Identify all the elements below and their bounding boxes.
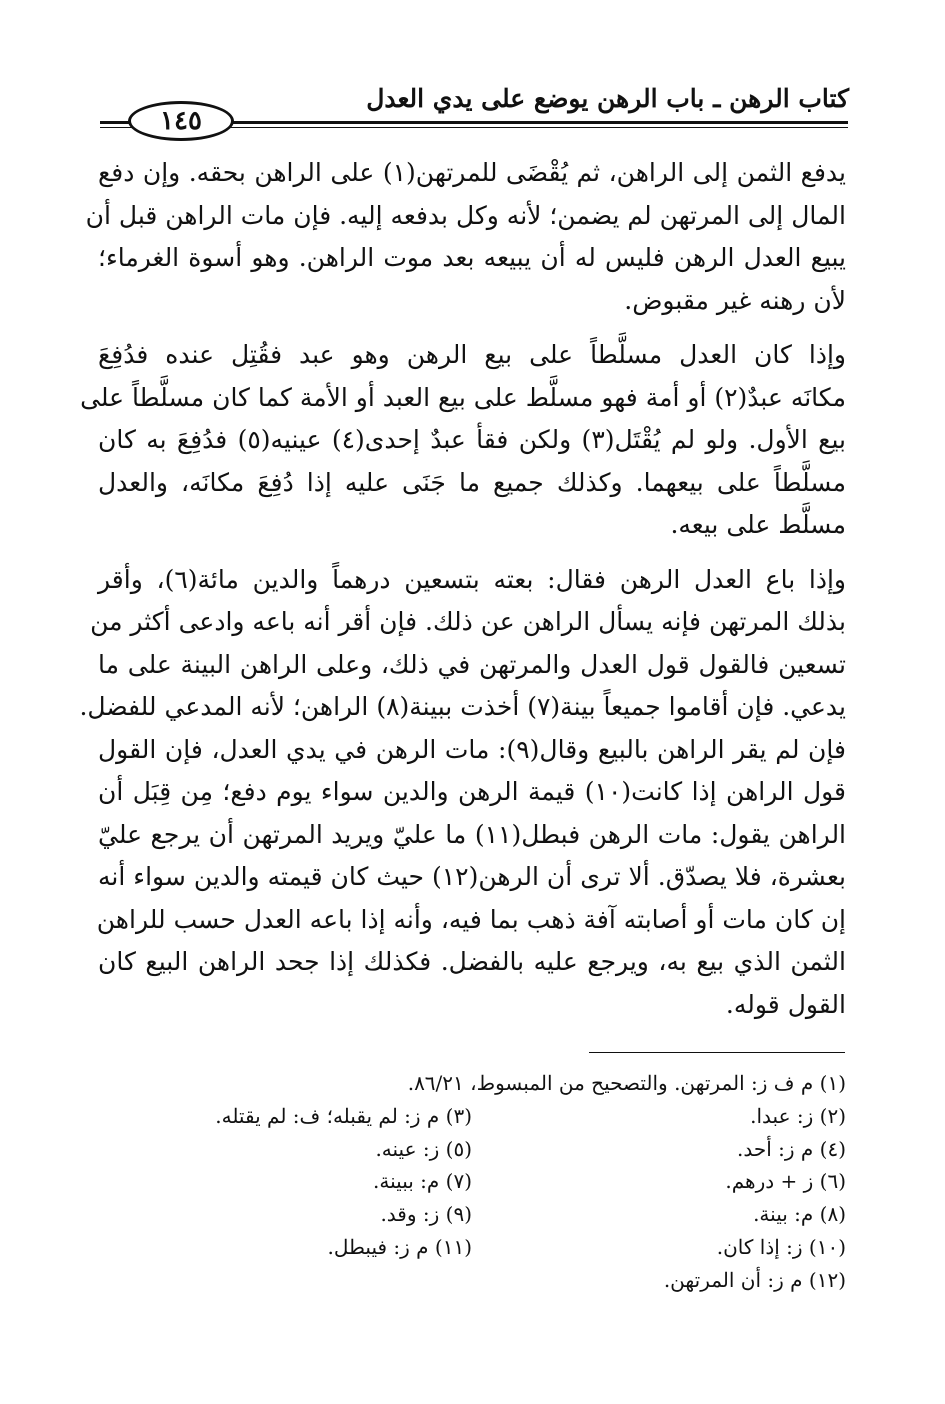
text-line: تسعين فالقول قول العدل والمرتهن في ذلك، وعلى الراهن البينة على ما bbox=[98, 649, 846, 679]
footnote-row bbox=[98, 1165, 846, 1198]
text-line: بعشرة، فلا يصدّق. ألا ترى أن الرهن(١٢) حيث كان قيمته والدين سواء أنه bbox=[98, 862, 847, 891]
footnote-10: (١٠) ز: إذا كان. bbox=[716, 1234, 846, 1259]
page-number: ١٤٥ bbox=[160, 106, 202, 136]
footnote-row bbox=[98, 1231, 846, 1264]
text-line: وإذا كان العدل مسلَّطاً على بيع الرهن وهو عبد فقُتِل عنده فدُفِعَ bbox=[98, 340, 846, 369]
footnote-9: (٩) ز: وقد. bbox=[380, 1202, 472, 1227]
footnote-1: (١) م ف ز: المرتهن. والتصحيح من المبسوط، ٨٦/٢١. bbox=[407, 1071, 846, 1095]
text-line: الثمن الذي بيع به، ويرجع عليه بالفضل. فكذلك إذا جحد الراهن البيع كان bbox=[98, 947, 846, 976]
paragraph-2 bbox=[80, 334, 846, 547]
footnote-8: (٨) م: بينة. bbox=[753, 1202, 846, 1227]
text-line: لأن رهنه غير مقبوض. bbox=[624, 285, 846, 315]
footnote-4: (٤) م ز: أحد. bbox=[737, 1136, 846, 1161]
main-text bbox=[79, 152, 847, 1026]
text-line: وإذا باع العدل الرهن فقال: بعته بتسعين درهماً والدين مائة(٦)، وأقر bbox=[98, 564, 846, 594]
text-line: مكانَه عبدٌ(٢) أو أمة فهو مسلَّط على بيع العبد أو الأمة كما كان مسلَّطاً على bbox=[80, 382, 846, 412]
text-line: فإن لم يقر الراهن بالبيع وقال(٩): مات الرهن في يدي العدل، فإن القول bbox=[98, 734, 846, 764]
text-line: قول الراهن إذا كانت(١٠) قيمة الرهن والدين سواء يوم دفع؛ مِن قِبَل أن bbox=[98, 777, 846, 806]
running-title: كتاب الرهن ـ باب الرهن يوضع على يدي العدل bbox=[366, 84, 849, 113]
text-line: إن كان مات أو أصابته آفة ذهب بما فيه، وأنه إذا باعه العدل حسب للراهن bbox=[96, 904, 846, 934]
footnote-7: (٧) م: ببينة. bbox=[373, 1169, 472, 1194]
text-line: بيع الأول. ولو لم يُقْتَل(٣) ولكن فقأ عبدٌ إحدى(٤) عينيه(٥) فدُفِعَ به كان bbox=[98, 425, 846, 454]
text-line: المال إلى المرتهن لم يضمن؛ لأنه وكل بدفعه إليه. فإن مات الراهن قبل أن bbox=[85, 200, 846, 230]
text-line: القول قوله. bbox=[725, 989, 846, 1019]
text-line: مسلَّط على بيعه. bbox=[670, 510, 846, 539]
footnote-row bbox=[98, 1264, 846, 1297]
footnotes bbox=[98, 1067, 846, 1297]
footnote-11: (١١) م ز: فيبطل. bbox=[327, 1234, 472, 1259]
text-line: يدفع الثمن إلى الراهن، ثم يُقْضَى للمرتهن(١) على الراهن بحقه. وإن دفع bbox=[98, 158, 846, 187]
footnote-row bbox=[98, 1067, 846, 1100]
text-line: يدعي. فإن أقاموا جميعاً بينة(٧) أخذت ببينة(٨) الراهن؛ لأنه المدعي للفضل. bbox=[79, 692, 846, 721]
footnote-row bbox=[98, 1133, 846, 1166]
footnote-12: (١٢) م ز: أن المرتهن. bbox=[663, 1267, 846, 1292]
text-line: مسلَّطاً على بيعهما. وكذلك جميع ما جَنَى عليه إذا دُفِعَ مكانَه، والعدل bbox=[98, 467, 846, 497]
text-line: الراهن يقول: مات الرهن فبطل(١١) ما عليّ ويريد المرتهن أن يرجع عليّ bbox=[98, 819, 847, 849]
paragraph-1 bbox=[85, 152, 846, 322]
page-number-badge bbox=[128, 101, 234, 141]
footnote-row bbox=[98, 1198, 846, 1231]
text-line: بذلك المرتهن فإنه يسأل الراهن عن ذلك. فإن أقر أنه باعه وادعى أكثر من bbox=[90, 607, 846, 636]
footnote-row bbox=[98, 1100, 846, 1133]
footnote-5: (٥) ز: عينه. bbox=[375, 1136, 472, 1161]
footnote-separator bbox=[589, 1052, 845, 1053]
footnote-2: (٢) ز: عبدا. bbox=[750, 1103, 846, 1128]
text-line: يبيع العدل الرهن فليس له أن يبيعه بعد موت الراهن. وهو أسوة الغرماء؛ bbox=[98, 243, 846, 272]
footnote-3: (٣) م ز: لم يقبله؛ ف: لم يقتله. bbox=[215, 1103, 472, 1128]
footnote-6: (٦) ز + درهم. bbox=[725, 1169, 846, 1194]
paragraph-3 bbox=[79, 559, 847, 1027]
